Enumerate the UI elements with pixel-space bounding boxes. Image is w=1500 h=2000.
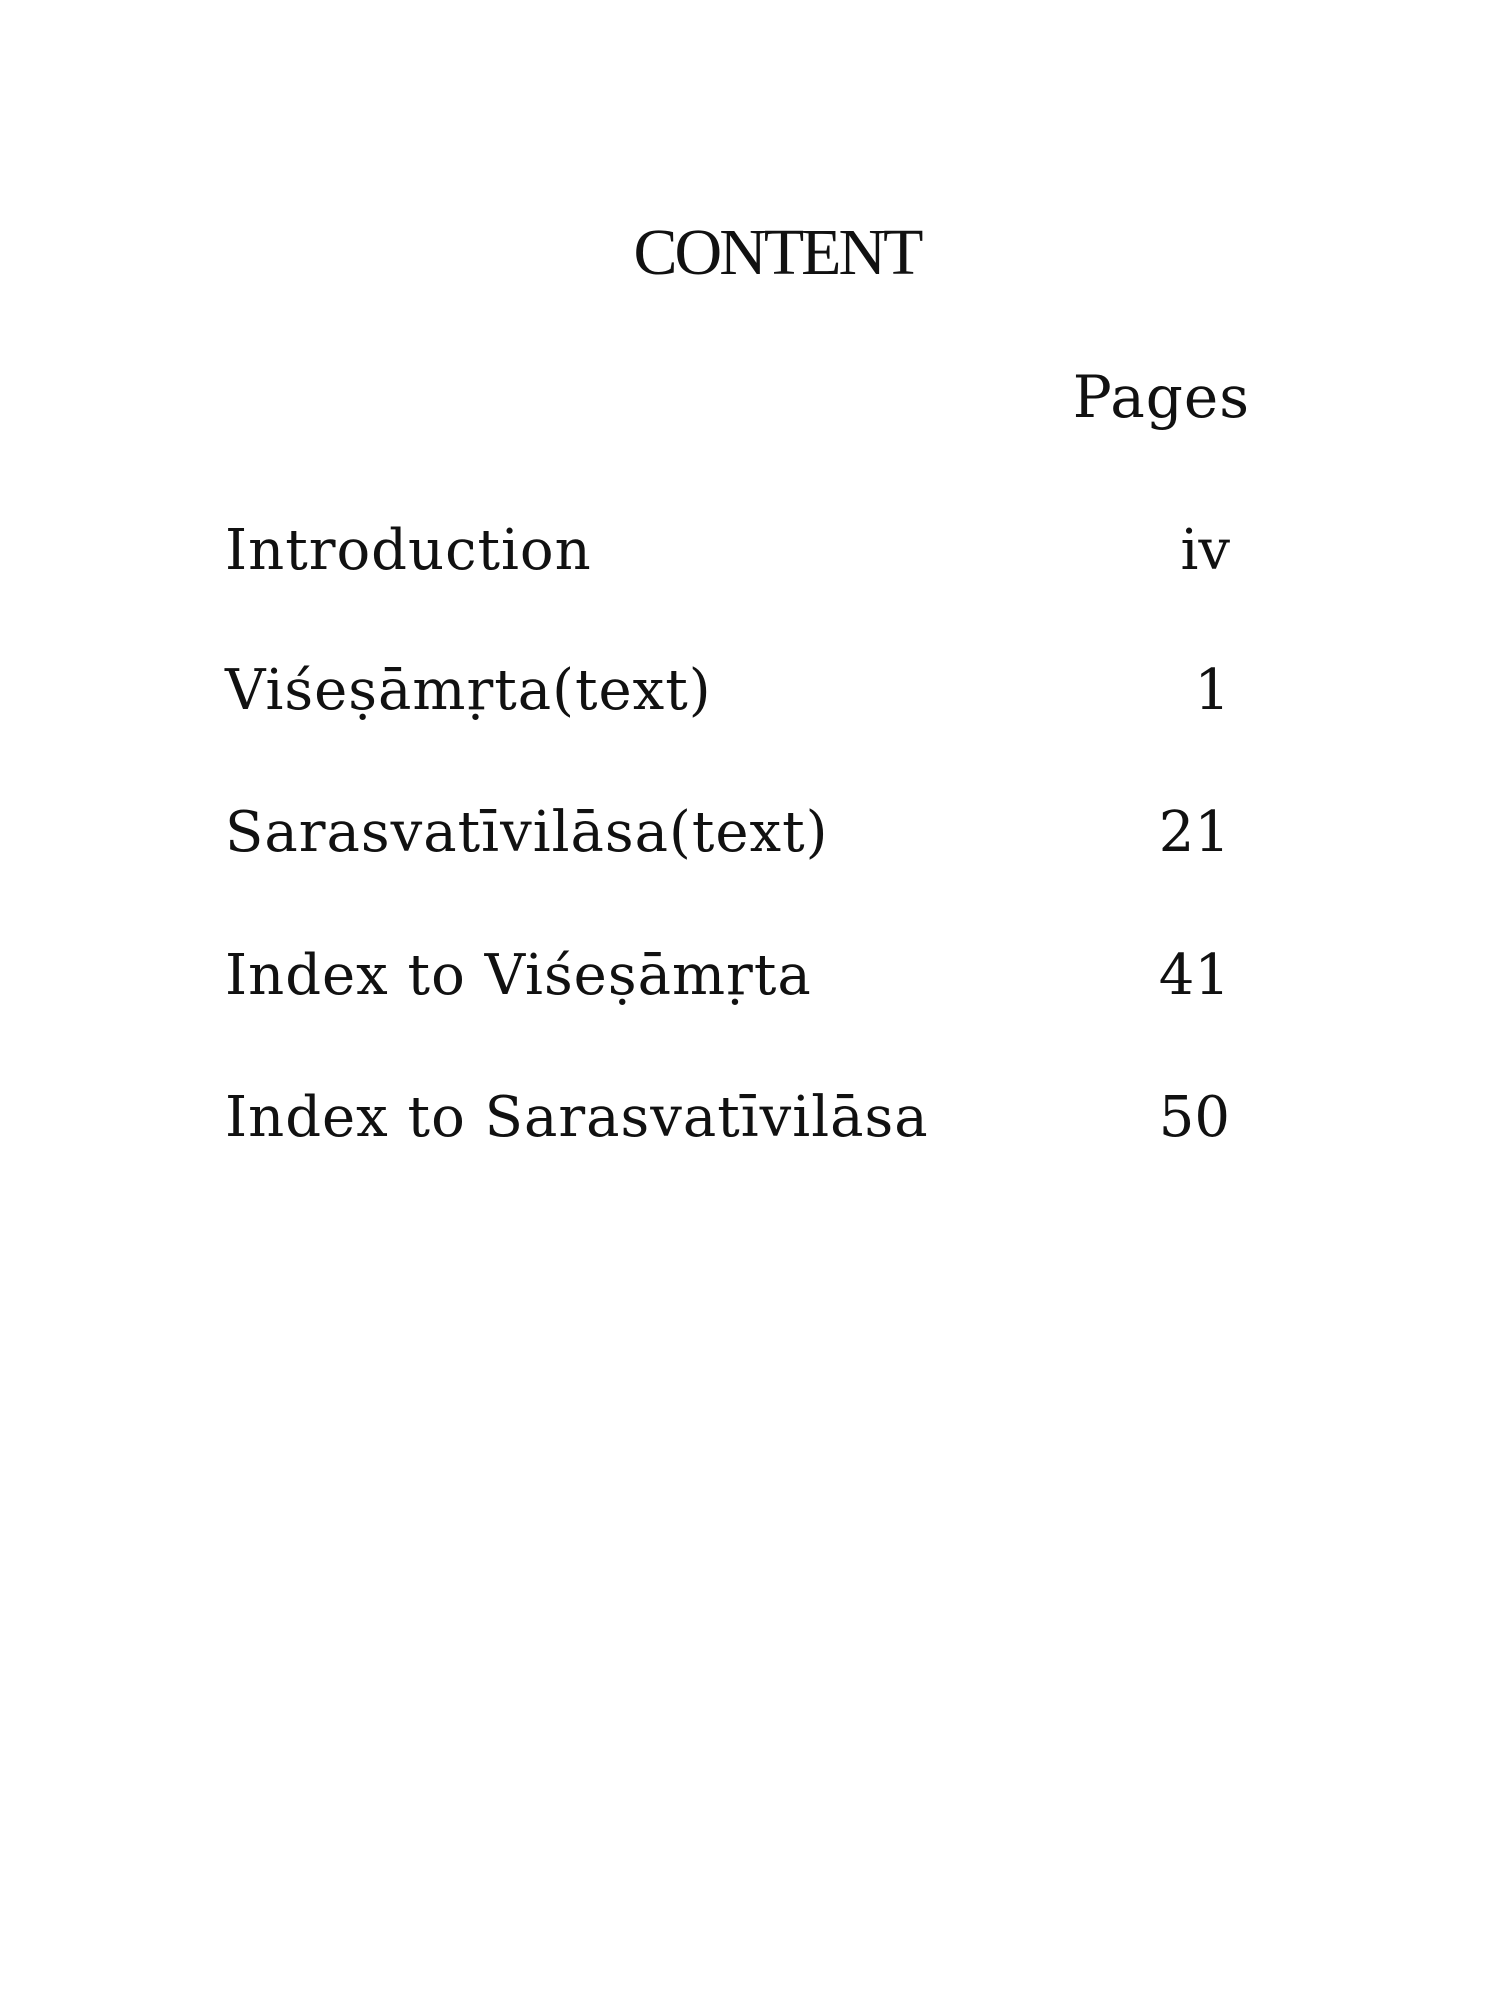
toc-entry-page: 50 [1158, 1085, 1230, 1150]
toc-entry-page: 21 [1158, 800, 1230, 865]
toc-entry-page: 41 [1158, 943, 1230, 1008]
toc-entry [225, 658, 1230, 743]
toc-entry-label: Sarasvatīvilāsa(text) [225, 800, 829, 865]
pages-column-header: Pages [1072, 363, 1250, 431]
toc-entry-page: 1 [1194, 658, 1230, 723]
toc-entry-label: Index to Viśeṣāmṛta [225, 943, 812, 1008]
toc-entry-page: iv [1180, 518, 1230, 583]
toc-entry-label: Introduction [225, 518, 592, 583]
page-title: CONTENT [633, 216, 921, 289]
toc-entry [225, 800, 1230, 885]
toc-entry [225, 943, 1230, 1028]
toc-entry [225, 1085, 1230, 1170]
toc-entry [225, 518, 1230, 603]
toc-entry-label: Index to Sarasvatīvilāsa [225, 1085, 929, 1150]
toc-entry-label: Viśeṣāmṛta(text) [225, 658, 712, 723]
